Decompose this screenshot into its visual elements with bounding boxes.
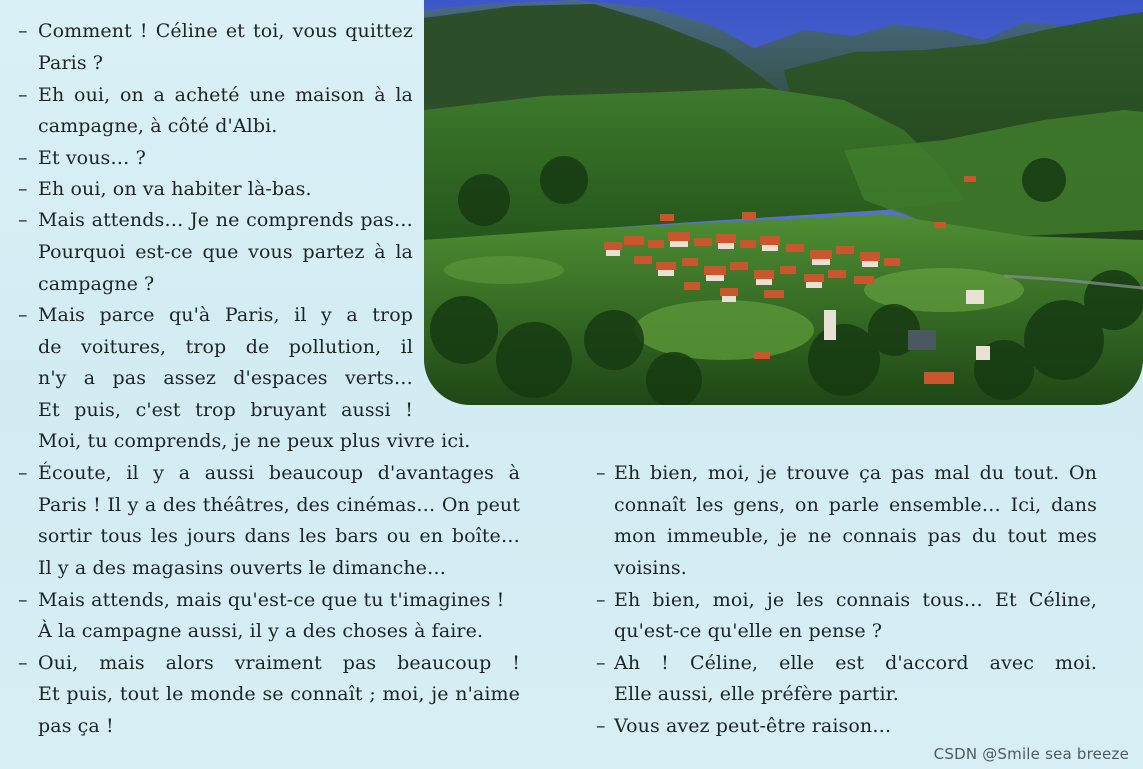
- dialogue-line: mon immeuble, je ne connais pas du tout mes: [614, 525, 1097, 547]
- dialogue-dash: –: [18, 652, 28, 674]
- dialogue-dash: –: [18, 84, 28, 106]
- dialogue-line: voisins.: [614, 557, 687, 579]
- dialogue-line: campagne ?: [38, 273, 155, 295]
- dialogue-line: À la campagne aussi, il y a des choses à faire.: [38, 620, 484, 642]
- dialogue-line: Écoute, il y a aussi beaucoup d'avantages à: [38, 462, 520, 484]
- dialogue-line: campagne, à côté d'Albi.: [38, 115, 278, 137]
- dialogue-line: Vous avez peut-être raison…: [614, 715, 892, 737]
- dialogue-dash: –: [18, 589, 28, 611]
- dialogue-dash: –: [18, 304, 28, 326]
- dialogue-line: Ah ! Céline, elle est d'accord avec moi.: [614, 652, 1097, 674]
- dialogue-line: pas ça !: [38, 715, 114, 737]
- dialogue-line: sortir tous les jours dans les bars ou en boîte…: [38, 525, 520, 547]
- dialogue-line: Et vous… ?: [38, 147, 146, 169]
- dialogue-line: Et puis, tout le monde se connaît ; moi, je n'aime: [38, 683, 520, 705]
- dialogue-line: connaît les gens, on parle ensemble… Ici, dans: [614, 494, 1097, 516]
- dialogue-line: Eh oui, on a acheté une maison à la: [38, 84, 413, 106]
- dialogue-line: Eh bien, moi, je trouve ça pas mal du tout. On: [614, 462, 1097, 484]
- dialogue-line: Moi, tu comprends, je ne peux plus vivre ici.: [38, 430, 471, 452]
- dialogue-line: Oui, mais alors vraiment pas beaucoup !: [38, 652, 520, 674]
- watermark: CSDN @Smile sea breeze: [933, 745, 1129, 763]
- dialogue-line: Comment ! Céline et toi, vous quittez: [38, 20, 413, 42]
- dialogue-dash: –: [596, 715, 606, 737]
- dialogue-line: Paris ?: [38, 52, 104, 74]
- dialogue-line: Eh oui, on va habiter là-bas.: [38, 178, 312, 200]
- dialogue-line: Mais attends, mais qu'est-ce que tu t'imagines !: [38, 589, 505, 611]
- dialogue-dash: –: [18, 462, 28, 484]
- dialogue-line: Elle aussi, elle préfère partir.: [614, 683, 899, 705]
- village-landscape-photo: [424, 0, 1143, 405]
- dialogue-dash: –: [596, 462, 606, 484]
- dialogue-line: Mais parce qu'à Paris, il y a trop: [38, 304, 413, 326]
- dialogue-dash: –: [18, 178, 28, 200]
- dialogue-dash: –: [18, 209, 28, 231]
- landscape-photo-icon: [424, 0, 1143, 405]
- dialogue-line: Paris ! Il y a des théâtres, des cinémas… On peut: [38, 494, 520, 516]
- dialogue-line: de voitures, trop de pollution, il: [38, 336, 413, 358]
- dialogue-line: Il y a des magasins ouverts le dimanche…: [38, 557, 447, 579]
- dialogue-line: Eh bien, moi, je les connais tous… Et Céline,: [614, 589, 1097, 611]
- dialogue-line: Et puis, c'est trop bruyant aussi !: [38, 399, 413, 421]
- dialogue-dash: –: [18, 20, 28, 42]
- dialogue-line: qu'est-ce qu'elle en pense ?: [614, 620, 883, 642]
- dialogue-dash: –: [18, 147, 28, 169]
- dialogue-line: Mais attends… Je ne comprends pas…: [38, 209, 413, 231]
- dialogue-dash: –: [596, 652, 606, 674]
- dialogue-line: n'y a pas assez d'espaces verts…: [38, 367, 413, 389]
- dialogue-line: Pourquoi est-ce que vous partez à la: [38, 241, 413, 263]
- dialogue-dash: –: [596, 589, 606, 611]
